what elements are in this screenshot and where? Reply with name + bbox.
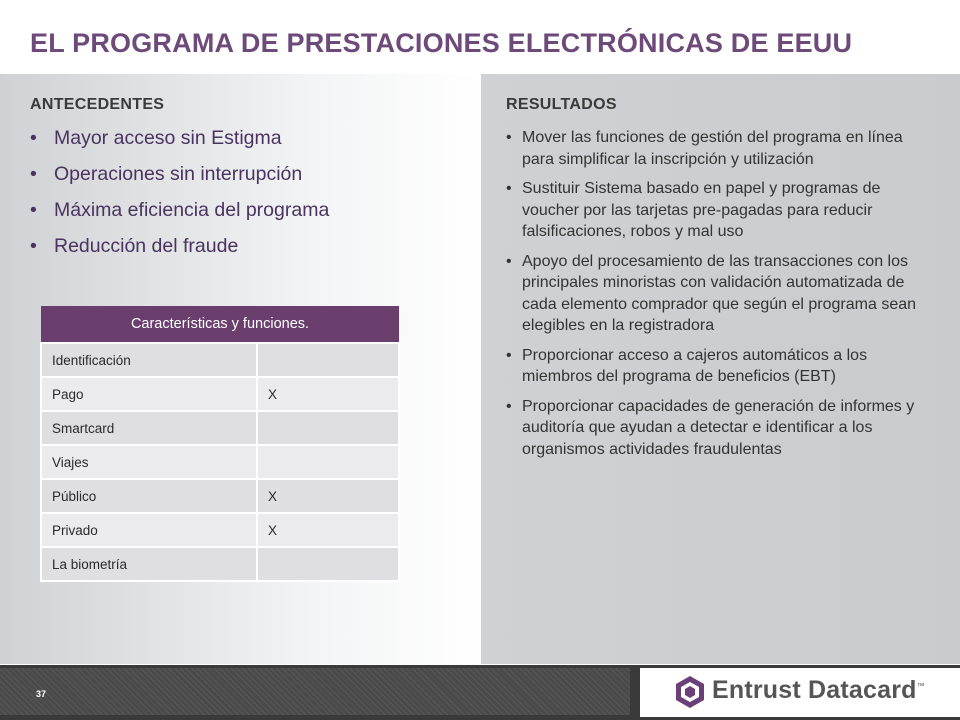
feature-value [257,411,399,445]
resultados-list [506,127,932,468]
feature-label: Smartcard [41,411,257,445]
feature-label: Público [41,479,257,513]
list-item: • Sustituir Sistema basado en papel y programas de voucher por las tarjetas pre-pagadas para reducir falsificaciones, robos y mal uso [506,180,881,240]
list-item: • Operaciones sin interrupción [30,163,303,185]
list-item: • Mayor acceso sin Estigma [30,127,282,149]
feature-value [257,547,399,581]
hexagon-icon [672,674,708,710]
table-row [41,411,399,445]
table-row [41,377,399,411]
feature-value: X [257,479,399,513]
features-table [40,306,400,582]
feature-value: X [257,377,399,411]
list-item: • Apoyo del procesamiento de las transacciones con los principales minoristas con validación automatizada de cada elemento comprador que según el programa sean elegibles en la registradora [506,252,917,334]
feature-label: Identificación [41,343,257,377]
feature-label: Pago [41,377,257,411]
table-row [41,513,399,547]
antecedentes-list [30,124,329,268]
page-title: EL PROGRAMA DE PRESTACIONES ELECTRÓNICAS DE EEUU [30,28,853,58]
feature-value: X [257,513,399,547]
resultados-heading: RESULTADOS [506,96,617,113]
list-item: • Proporcionar acceso a cajeros automáticos a los miembros del programa de beneficios (EBT) [506,346,868,385]
table-row [41,479,399,513]
logo-text: Entrust Datacard™ [712,676,925,704]
table-row [41,547,399,581]
table-header: Características y funciones. [41,306,399,343]
table-row [41,343,399,377]
feature-label: Viajes [41,445,257,479]
antecedentes-heading: ANTECEDENTES [30,96,165,113]
list-item: • Proporcionar capacidades de generación de informes y auditoría que ayudan a detectar e identificar a los organismos actividades fraudulentas [506,397,915,458]
list-item: • Reducción del fraude [30,235,239,257]
feature-label: La biometría [41,547,257,581]
feature-value [257,445,399,479]
table-row [41,445,399,479]
footer-pattern-bar [0,668,630,715]
list-item: • Máxima eficiencia del programa [30,199,330,221]
feature-value [257,343,399,377]
page-number: 37 [36,689,47,699]
list-item: • Mover las funciones de gestión del programa en línea para simplificar la inscripción y utilización [506,129,903,168]
feature-label: Privado [41,513,257,547]
